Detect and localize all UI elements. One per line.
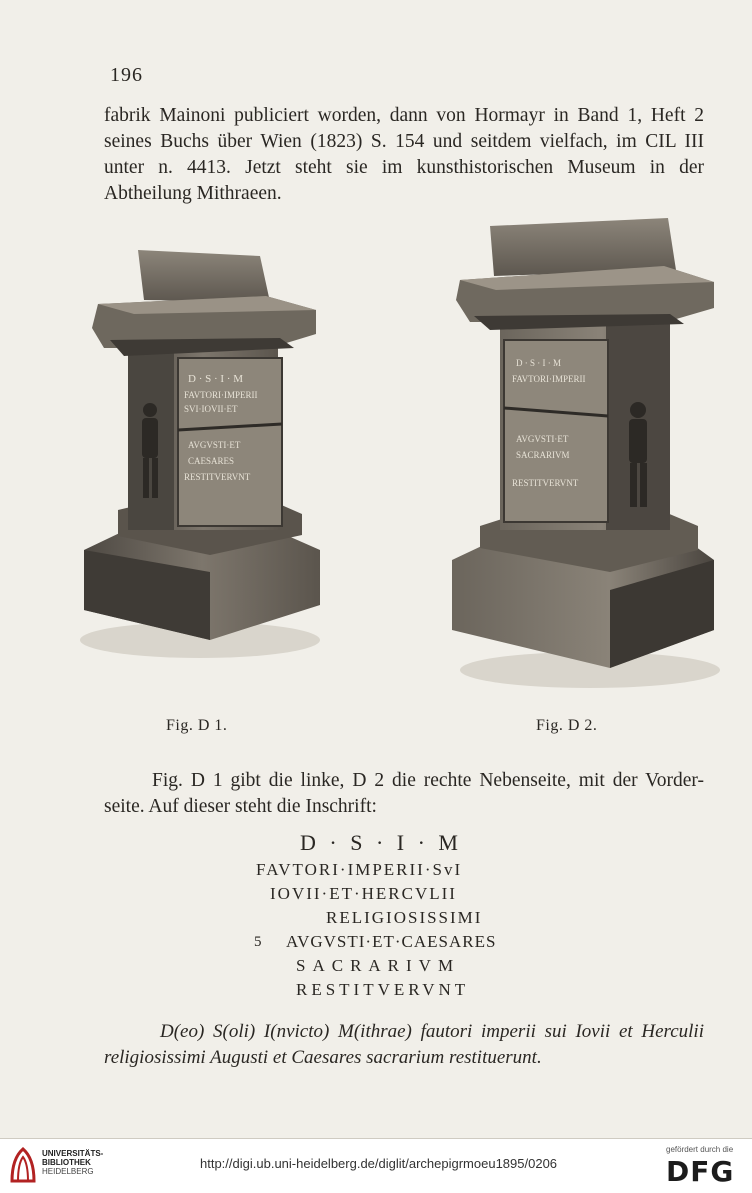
- library-name: [42, 1149, 103, 1176]
- description-paragraph: [104, 768, 704, 820]
- intro-line: seines Buchs über Wien (1823) S. 154 und seitdem vielfach, im CIL III: [104, 131, 704, 152]
- figure-caption-d1: Fig. D 1.: [166, 717, 228, 734]
- dfg-logo-icon[interactable]: DFG: [666, 1155, 735, 1188]
- inscription-line: RELIGIOSISSIMI: [326, 908, 483, 927]
- footer-bar: [0, 1138, 752, 1193]
- stone-text: RESTITVERVNT: [184, 472, 251, 482]
- inscription-translation: [104, 1019, 704, 1071]
- page-number: 196: [110, 64, 143, 86]
- library-name-line: BIBLIOTHEK: [42, 1158, 91, 1167]
- stone-text: SACRARIVM: [516, 450, 570, 460]
- intro-paragraph: [104, 103, 704, 207]
- figure-caption-d2: Fig. D 2.: [536, 717, 598, 734]
- library-name-line: HEIDELBERG: [42, 1167, 94, 1176]
- stone-text: D · S · I · M: [188, 373, 243, 385]
- intro-line: Abtheilung Mithraeen.: [104, 183, 282, 204]
- inscription-line: RESTITVERVNT: [296, 980, 470, 999]
- altar-figures: [70, 210, 730, 710]
- inscription-line-5: [240, 930, 560, 954]
- stone-text: AVGVSTI·ET: [516, 434, 569, 444]
- translation-line: D(eo) S(oli) I(nvicto) M(ithrae) fautori imperii sui Iovii et Herculii: [160, 1021, 704, 1042]
- funding-caption: gefördert durch die: [666, 1145, 734, 1154]
- description-line: Fig. D 1 gibt die linke, D 2 die rechte Nebenseite, mit der Vorder-: [152, 770, 704, 791]
- stone-text: CAESARES: [188, 456, 235, 466]
- line-number: 5: [254, 934, 262, 950]
- library-name-line: UNIVERSITÄTS-: [42, 1149, 104, 1158]
- stone-text: FAVTORI·IMPERII: [184, 390, 258, 400]
- inscription-line-text: AVGVSTI·ET·CAESARES: [286, 932, 497, 951]
- stone-text: D · S · I · M: [516, 358, 561, 368]
- description-line: seite. Auf dieser steht die Inschrift:: [104, 796, 377, 817]
- intro-line: unter n. 4413. Jetzt steht sie im kunsthistorischen Museum in der: [104, 157, 704, 178]
- stone-text: FAVTORI·IMPERII: [512, 374, 586, 384]
- stone-text: AVGVSTI·ET: [188, 440, 241, 450]
- inscription-line: SACRARIVM: [296, 956, 461, 975]
- inscription-block: [240, 828, 560, 1002]
- altar-right: [452, 218, 720, 688]
- inscription-line: FAVTORI·IMPERII·SvI: [256, 860, 463, 879]
- altar-left: [80, 250, 320, 658]
- permalink-url[interactable]: http://digi.ub.uni-heidelberg.de/diglit/archepigrmoeu1895/0206: [200, 1156, 558, 1171]
- stone-text: SVI·IOVII·ET: [184, 404, 238, 414]
- inscription-line: IOVII·ET·HERCVLII: [270, 884, 457, 903]
- intro-line: fabrik Mainoni publiciert worden, dann von Hormayr in Band 1, Heft 2: [104, 105, 704, 126]
- inscription-line: D · S · I · M: [300, 830, 462, 855]
- stone-text: RESTITVERVNT: [512, 478, 579, 488]
- ub-heidelberg-logo-icon[interactable]: [8, 1145, 38, 1185]
- translation-line: religiosissimi Augusti et Caesares sacrarium restituerunt.: [104, 1047, 542, 1068]
